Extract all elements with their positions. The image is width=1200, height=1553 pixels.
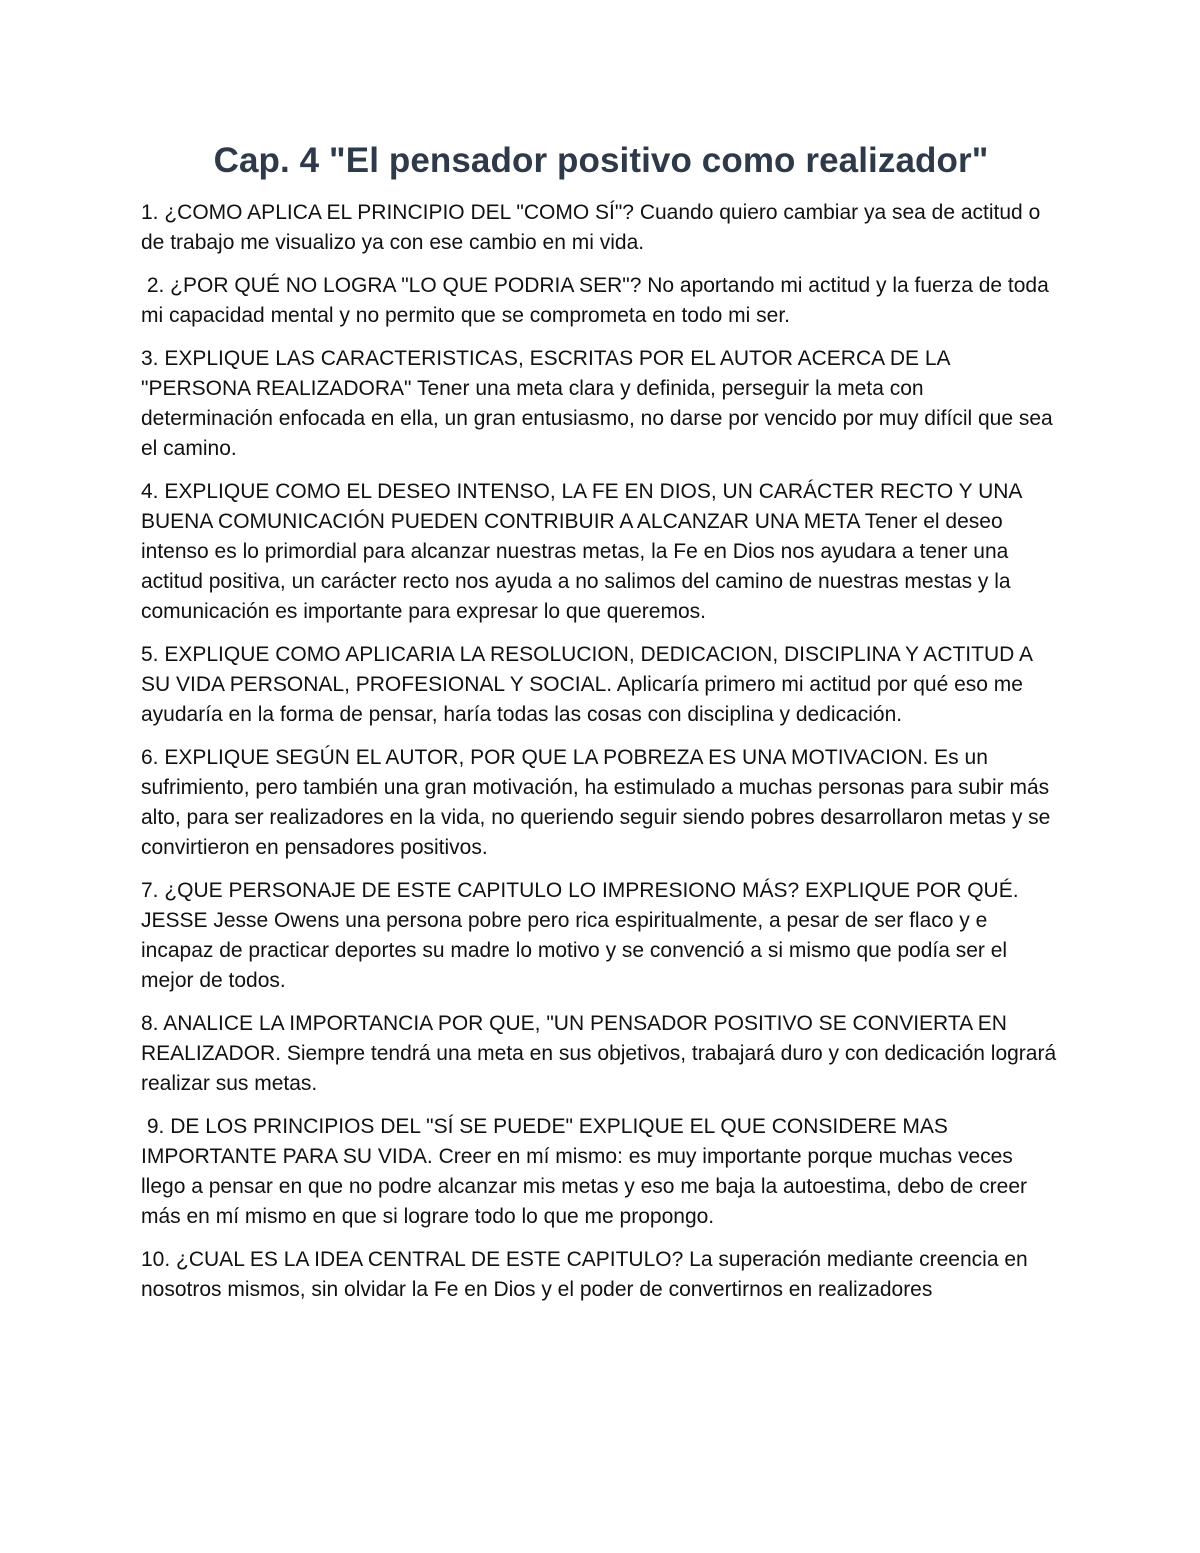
- answer-5: Aplicaría primero mi actitud por qué eso me ayudaría en la forma de pensar, haría todas las cosas con disciplina y dedicación.: [141, 673, 1023, 726]
- question-2: 2. ¿POR QUÉ NO LOGRA "LO QUE PODRIA SER"?: [141, 274, 642, 297]
- answer-8: Siempre tendrá una meta en sus objetivos, trabajará duro y con dedicación logrará realizar sus metas.: [141, 1042, 1057, 1095]
- answer-7: JESSE Jesse Owens una persona pobre pero rica espiritualmente, a pesar de ser flaco y e incapaz de practicar deportes su madre lo motivo y se convenció a si mismo que podía ser el mejor de todos.: [141, 909, 1008, 992]
- question-3: 3. EXPLIQUE LAS CARACTERISTICAS, ESCRITAS POR EL AUTOR ACERCA DE LA "PERSONA REALIZADORA": [141, 347, 950, 400]
- question-6: 6. EXPLIQUE SEGÚN EL AUTOR, POR QUE LA POBREZA ES UNA MOTIVACION.: [141, 746, 929, 769]
- qa-item-9: [141, 1112, 1061, 1232]
- question-1: 1. ¿COMO APLICA EL PRINCIPIO DEL "COMO SÍ"?: [141, 201, 634, 224]
- answer-4: Tener el deseo intenso es lo primordial para alcanzar nuestras metas, la Fe en Dios nos ayudara a tener una actitud positiva, un carácter recto nos ayuda a no salimos del camino de nuestras mestas y la comunicación es importante para expresar lo que queremos.: [141, 510, 1011, 623]
- qa-item-10: [141, 1245, 1061, 1305]
- question-4: 4. EXPLIQUE COMO EL DESEO INTENSO, LA FE EN DIOS, UN CARÁCTER RECTO Y UNA BUENA COMUNICACIÓN PUEDEN CONTRIBUIR A ALCANZAR UNA META: [141, 480, 1022, 533]
- qa-item-2: [141, 271, 1061, 331]
- qa-item-5: [141, 640, 1061, 730]
- answer-3: Tener una meta clara y definida, perseguir la meta con determinación enfocada en ella, un gran entusiasmo, no darse por vencido por muy difícil que sea el camino.: [141, 377, 1053, 460]
- answer-10: La superación mediante creencia en nosotros mismos, sin olvidar la Fe en Dios y el poder de convertirnos en realizadores: [141, 1248, 1028, 1301]
- question-8: 8. ANALICE LA IMPORTANCIA POR QUE, "UN PENSADOR POSITIVO SE CONVIERTA EN REALIZADOR.: [141, 1012, 1007, 1065]
- question-10: 10. ¿CUAL ES LA IDEA CENTRAL DE ESTE CAPITULO?: [141, 1248, 684, 1271]
- qa-item-6: [141, 743, 1061, 863]
- question-5: 5. EXPLIQUE COMO APLICARIA LA RESOLUCION, DEDICACION, DISCIPLINA Y ACTITUD A SU VIDA PERSONAL, PROFESIONAL Y SOCIAL.: [141, 643, 1032, 696]
- question-7: 7. ¿QUE PERSONAJE DE ESTE CAPITULO LO IMPRESIONO MÁS? EXPLIQUE POR QUÉ.: [141, 879, 1019, 902]
- answer-2: No aportando mi actitud y la fuerza de toda mi capacidad mental y no permito que se comprometa en todo mi ser.: [141, 274, 1049, 327]
- qa-item-7: [141, 876, 1061, 996]
- qa-item-1: [141, 198, 1061, 258]
- qa-item-3: [141, 344, 1061, 464]
- qa-item-8: [141, 1009, 1061, 1099]
- answer-9: Creer en mí mismo: es muy importante porque muchas veces llego a pensar en que no podre alcanzar mis metas y eso me baja la autoestima, debo de creer más en mí mismo en que si lograre todo lo que me propongo.: [141, 1145, 1028, 1228]
- document-page: [141, 138, 1061, 1318]
- question-9: 9. DE LOS PRINCIPIOS DEL "SÍ SE PUEDE" EXPLIQUE EL QUE CONSIDERE MAS IMPORTANTE PARA SU VIDA.: [141, 1115, 954, 1168]
- qa-item-4: [141, 477, 1061, 627]
- answer-6: Es un sufrimiento, pero también una gran motivación, ha estimulado a muchas personas para subir más alto, para ser realizadores en la vida, no queriendo seguir siendo pobres desarrollaron metas y se convirtieron en pensadores positivos.: [141, 746, 1051, 859]
- document-title: Cap. 4 "El pensador positivo como realizador": [213, 141, 989, 180]
- answer-1: Cuando quiero cambiar ya sea de actitud o de trabajo me visualizo ya con ese cambio en mi vida.: [141, 201, 1041, 254]
